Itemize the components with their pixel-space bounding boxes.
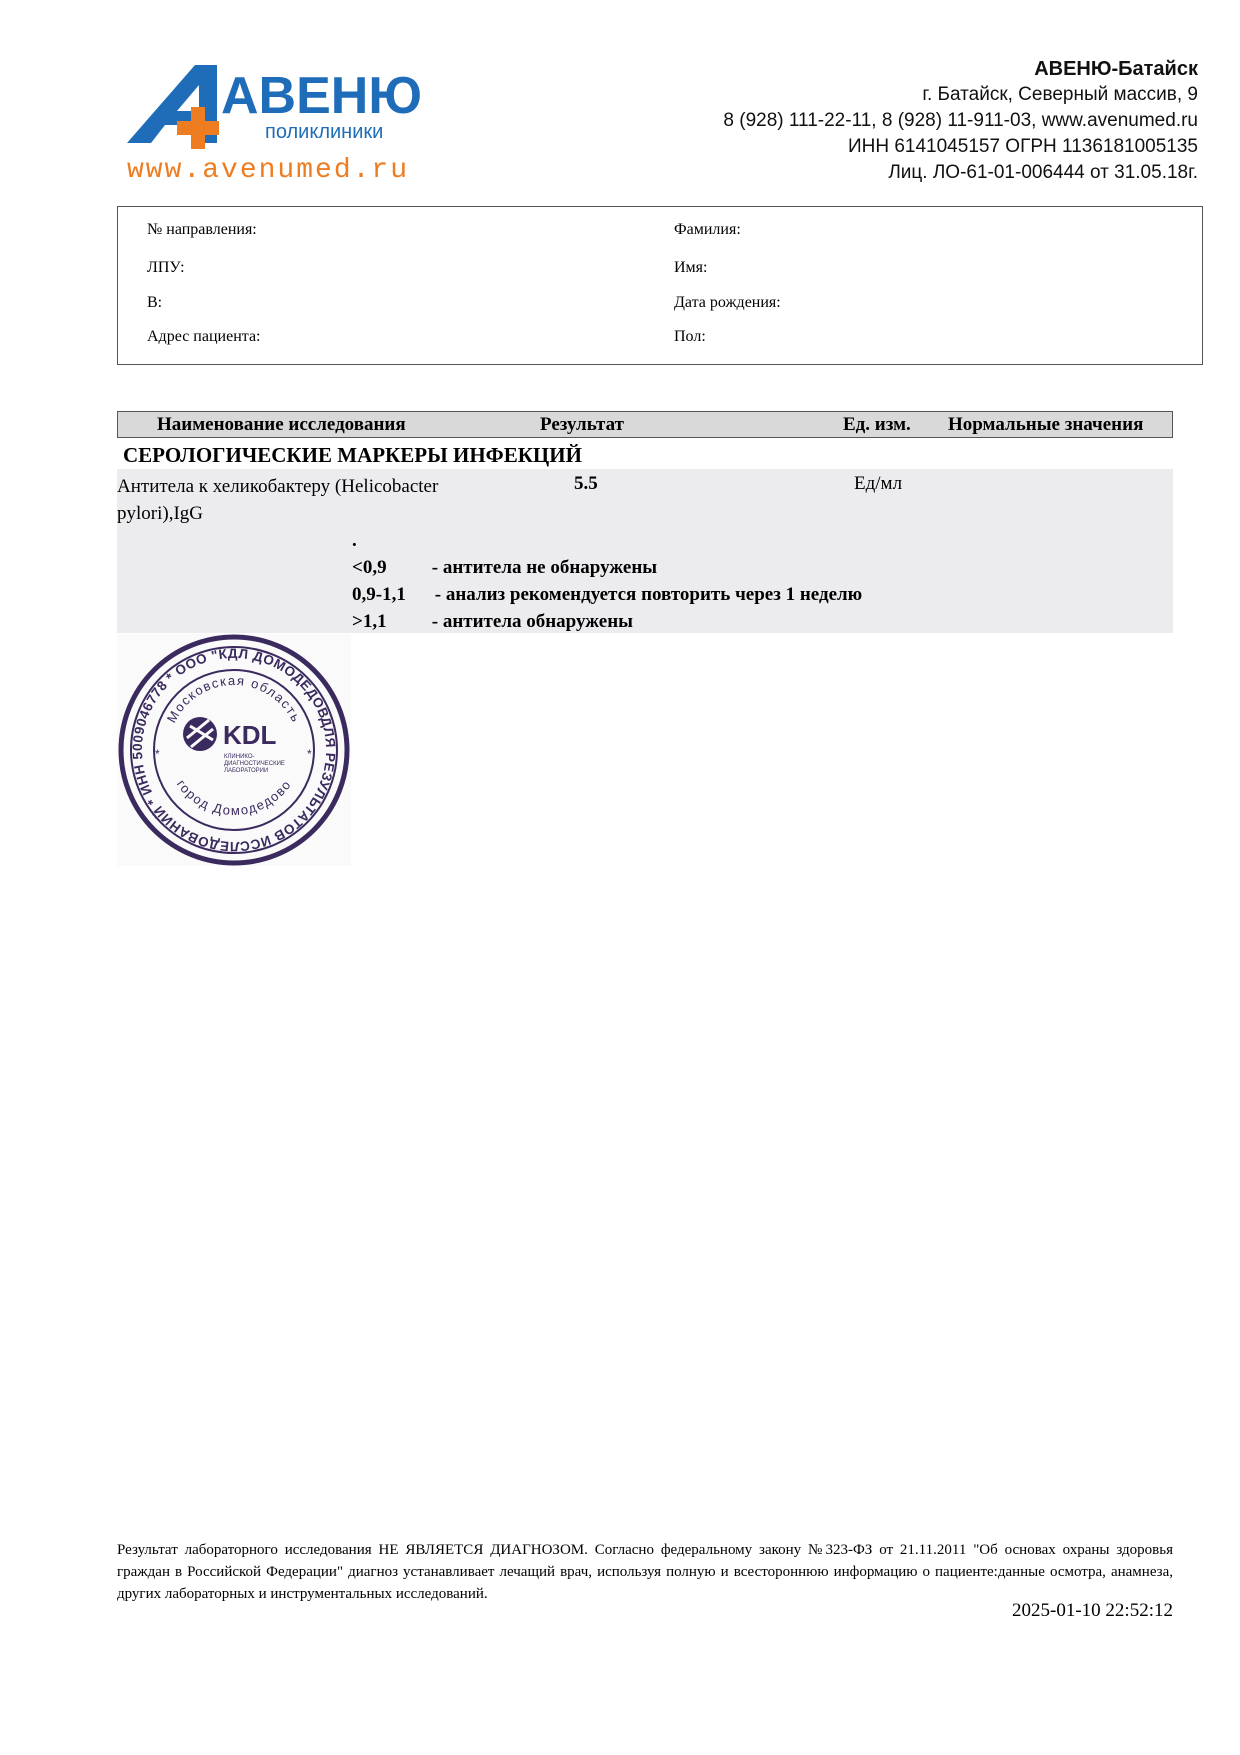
clinic-license: Лиц. ЛО-61-01-006444 от 31.05.18г. bbox=[888, 162, 1198, 183]
stamp-outer-text: ДЛЯ РЕЗУЛЬТАТОВ ИССЛЕДОВАНИЙ * ИНН 5009046778 * ООО "КДЛ ДОМОДЕДОВ bbox=[129, 645, 339, 855]
test-unit: Ед/мл bbox=[854, 473, 903, 494]
name-label: Имя: bbox=[674, 259, 708, 276]
reference-range: >1,1 bbox=[352, 611, 387, 632]
kdl-logo-icon bbox=[183, 717, 217, 751]
clinic-info bbox=[723, 56, 1198, 186]
reference-range: 0,9-1,1 bbox=[352, 584, 406, 605]
logo-subtitle: поликлиники bbox=[265, 121, 384, 143]
col-header-name: Наименование исследования bbox=[157, 414, 406, 435]
table-row bbox=[117, 469, 1173, 633]
clinic-address: г. Батайск, Северный массив, 9 bbox=[922, 84, 1198, 105]
test-name: Антитела к хеликобактеру (Helicobacter pylori),IgG bbox=[117, 476, 439, 524]
patient-address-label: Адрес пациента: bbox=[147, 328, 261, 345]
test-result-value: 5.5 bbox=[574, 473, 598, 494]
clinic-ids: ИНН 6141045157 ОГРН 1136181005135 bbox=[847, 136, 1198, 157]
reference-ranges bbox=[352, 527, 862, 635]
reference-line bbox=[352, 554, 862, 581]
referral-label: № направления: bbox=[147, 221, 257, 238]
stamp-star-icon: * bbox=[155, 747, 160, 761]
col-header-normal: Нормальные значения bbox=[948, 414, 1144, 435]
svg-text:Московская область bbox=[164, 673, 305, 725]
sex-label: Пол: bbox=[674, 328, 706, 345]
reference-line bbox=[352, 608, 862, 635]
logo-url: www.avenumed.ru bbox=[127, 155, 410, 185]
reference-text: - анализ рекомендуется повторить через 1 неделю bbox=[434, 584, 863, 605]
report-timestamp: 2025-01-10 22:52:12 bbox=[1012, 1600, 1173, 1621]
stamp-logo-sub1: КЛИНИКО- bbox=[224, 754, 255, 760]
stamp-logo-sub2: ДИАГНОСТИЧЕСКИЕ bbox=[224, 761, 285, 767]
clinic-name: АВЕНЮ-Батайск bbox=[1034, 58, 1198, 80]
lpu-label: ЛПУ: bbox=[147, 259, 185, 276]
v-label: В: bbox=[147, 294, 163, 311]
surname-label: Фамилия: bbox=[674, 221, 741, 238]
section-title: СЕРОЛОГИЧЕСКИЕ МАРКЕРЫ ИНФЕКЦИЙ bbox=[123, 443, 582, 467]
stamp-city-text: город Домодедово bbox=[173, 776, 295, 819]
legal-disclaimer: Результат лабораторного исследования НЕ ЯВЛЯЕТСЯ ДИАГНОЗОМ. Согласно федеральному закону №323-ФЗ от 21.11.2011 "Об основах охраны здоровья граждан в Российской Федерации" диагноз устанавливает лечащий врач, используя полную и всестороннюю информацию о пациенте:данные осмотра, анамнеза, других лабораторных и инструментальных исследований. bbox=[117, 1542, 1173, 1602]
svg-text:город Домодедово bbox=[174, 777, 294, 818]
patient-info-box bbox=[117, 206, 1203, 365]
reference-text: - антитела не обнаружены bbox=[431, 557, 658, 578]
lab-stamp bbox=[117, 634, 351, 866]
clinic-phones: 8 (928) 111-22-11, 8 (928) 11-911-03, www.avenumed.ru bbox=[723, 110, 1198, 131]
reference-text: - антитела обнаружены bbox=[431, 611, 633, 632]
logo-brand: АВЕНЮ bbox=[221, 67, 422, 125]
reference-range: <0,9 bbox=[352, 557, 387, 578]
stamp-logo-text: KDL bbox=[223, 720, 277, 750]
results-table-header bbox=[117, 411, 1173, 438]
stamp-region-text: Московская область bbox=[163, 672, 305, 726]
reference-dot: . bbox=[352, 530, 357, 551]
stamp-star-icon: * bbox=[307, 747, 312, 761]
reference-line bbox=[352, 581, 862, 608]
clinic-logo bbox=[125, 55, 455, 185]
stamp-logo-sub3: ЛАБОРАТОРИИ bbox=[224, 768, 269, 774]
col-header-unit: Ед. изм. bbox=[843, 414, 911, 435]
dob-label: Дата рождения: bbox=[674, 294, 781, 311]
col-header-result: Результат bbox=[540, 414, 624, 435]
